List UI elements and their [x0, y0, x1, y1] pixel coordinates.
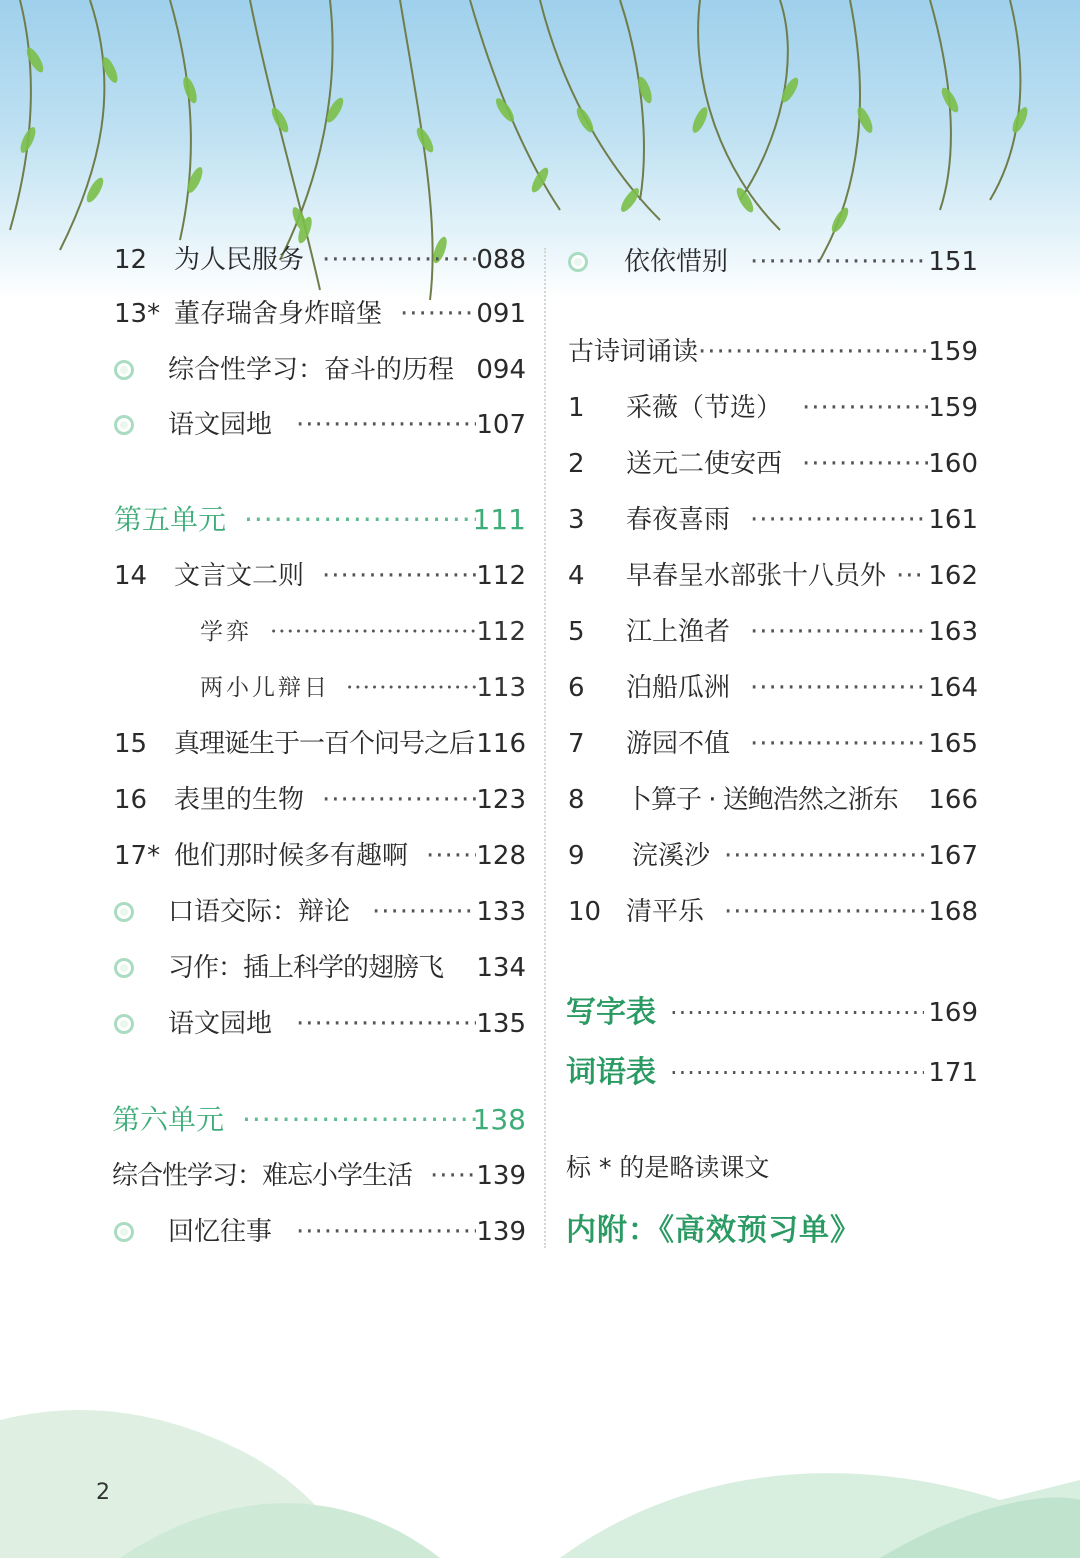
lesson-title: 口语交际：辩论: [168, 897, 351, 927]
leader-dots: [430, 1156, 476, 1196]
page-number: 162: [928, 561, 978, 591]
page-number: 139: [476, 1161, 526, 1191]
appendix-note[interactable]: 内附：《高效预习单》: [566, 1213, 861, 1248]
poem-entry[interactable]: [568, 668, 978, 708]
lesson-title: 学弈: [200, 619, 252, 645]
lesson-number: 12: [114, 245, 148, 275]
lesson-title: 董存瑞舍身炸暗堡: [174, 299, 383, 329]
leader-dots: [670, 990, 924, 1036]
toc-major-entry[interactable]: [566, 1050, 978, 1096]
leader-dots: [322, 556, 476, 596]
page-number: 168: [928, 897, 978, 927]
lesson-number: 14: [114, 561, 148, 591]
page-number: 159: [928, 337, 978, 367]
poem-number: 3: [568, 505, 585, 535]
page-number: 135: [476, 1009, 526, 1039]
toc-subentry[interactable]: [114, 668, 526, 708]
toc-entry[interactable]: [568, 242, 978, 282]
poem-title: 泊船瓜洲: [626, 673, 731, 703]
leader-dots: [670, 1050, 924, 1096]
leader-dots: [244, 500, 476, 540]
leader-dots: [400, 294, 476, 334]
poem-title: 早春呈水部张十八员外: [626, 561, 887, 591]
poem-entry[interactable]: [568, 836, 978, 876]
lesson-title: 表里的生物: [174, 785, 305, 815]
page-number: 088: [476, 245, 526, 275]
leader-dots: [802, 444, 928, 484]
lesson-title: 依依惜别: [624, 247, 729, 277]
page-number: 159: [928, 393, 978, 423]
page-number: 113: [476, 673, 526, 703]
lesson-title: 综合性学习：奋斗的历程: [168, 355, 455, 385]
poem-entry[interactable]: [568, 724, 978, 764]
page-number: 094: [476, 355, 526, 385]
leader-dots: [296, 1212, 476, 1252]
leader-dots: [698, 332, 928, 372]
page-number-footer: 2: [96, 1480, 110, 1505]
lesson-number: 13*: [114, 299, 161, 329]
bullet-circle-icon: [114, 415, 134, 435]
green-hills-illustration: [0, 1380, 1080, 1558]
section-heading[interactable]: [568, 332, 978, 372]
leader-dots: [750, 612, 928, 652]
poem-entry[interactable]: [568, 500, 978, 540]
page-number: 161: [928, 505, 978, 535]
poem-title: 游园不值: [626, 729, 731, 759]
toc-entry[interactable]: [112, 1156, 526, 1196]
page-number: 165: [928, 729, 978, 759]
bullet-circle-icon: [568, 252, 588, 272]
page-number: 111: [472, 503, 526, 536]
poem-entry[interactable]: [568, 444, 978, 484]
unit-heading[interactable]: [112, 1100, 526, 1140]
leader-dots: [724, 892, 928, 932]
leader-dots: [802, 388, 928, 428]
bullet-circle-icon: [114, 360, 134, 380]
unit-title: 第五单元: [114, 503, 227, 536]
page-number: 112: [476, 617, 526, 647]
poem-number: 1: [568, 393, 585, 423]
page-number: 166: [928, 785, 978, 815]
leader-dots: [322, 780, 476, 820]
lesson-title: 文言文二则: [174, 561, 305, 591]
toc-entry[interactable]: [114, 405, 526, 445]
page-number: 151: [928, 247, 978, 277]
page-number: 163: [928, 617, 978, 647]
toc-entry[interactable]: [114, 1212, 526, 1252]
poem-number: 8: [568, 785, 585, 815]
page-number: 123: [476, 785, 526, 815]
page-number: 167: [928, 841, 978, 871]
toc-entry[interactable]: [114, 892, 526, 932]
toc-entry[interactable]: [114, 240, 526, 280]
poem-number: 6: [568, 673, 585, 703]
toc-entry[interactable]: [114, 350, 526, 390]
leader-dots: [242, 1100, 476, 1140]
bullet-circle-icon: [114, 1222, 134, 1242]
poem-number: 9: [568, 841, 585, 871]
leader-dots: [322, 240, 476, 280]
page-number: 128: [476, 841, 526, 871]
leader-dots: [346, 668, 476, 708]
bullet-circle-icon: [114, 958, 134, 978]
page-number: 107: [476, 410, 526, 440]
page-number: 139: [476, 1217, 526, 1247]
poem-title: 春夜喜雨: [626, 505, 731, 535]
lesson-title: 为人民服务: [174, 245, 305, 275]
toc-entry[interactable]: [114, 948, 526, 988]
leader-dots: [296, 1004, 476, 1044]
poem-number: 4: [568, 561, 585, 591]
page-number: 112: [476, 561, 526, 591]
lesson-number: 15: [114, 729, 148, 759]
leader-dots: [296, 405, 476, 445]
toc-entry[interactable]: [114, 1004, 526, 1044]
poem-entry[interactable]: [568, 556, 978, 596]
poem-entry[interactable]: [568, 612, 978, 652]
lesson-number: 17*: [114, 841, 161, 871]
toc-subentry[interactable]: [114, 612, 526, 652]
page-number: 138: [472, 1103, 526, 1136]
section-title: 写字表: [566, 995, 656, 1030]
leader-dots: [426, 836, 476, 876]
lesson-number: 16: [114, 785, 148, 815]
lesson-title: 语文园地: [168, 410, 273, 440]
lesson-title: 习作：插上科学的翅膀飞: [168, 953, 444, 983]
page-number: 133: [476, 897, 526, 927]
lesson-title: 语文园地: [168, 1009, 273, 1039]
footnote: 标 * 的是略读课文: [566, 1153, 770, 1182]
leader-dots: [896, 556, 922, 596]
bullet-circle-icon: [114, 1014, 134, 1034]
poem-number: 7: [568, 729, 585, 759]
leader-dots: [750, 668, 928, 708]
poem-number: 5: [568, 617, 585, 647]
page-number: 091: [476, 299, 526, 329]
poem-title: 浣溪沙: [632, 841, 711, 871]
page-number: 164: [928, 673, 978, 703]
poem-title: 江上渔者: [626, 617, 731, 647]
page-number: 116: [476, 729, 526, 759]
poem-entry[interactable]: [568, 780, 978, 820]
leader-dots: [372, 892, 476, 932]
poem-title: 采薇（节选）: [626, 393, 783, 423]
leader-dots: [270, 612, 476, 652]
toc-entry[interactable]: [114, 780, 526, 820]
leader-dots: [750, 724, 928, 764]
lesson-title: 综合性学习：难忘小学生活: [112, 1161, 413, 1191]
leader-dots: [750, 500, 928, 540]
toc-entry[interactable]: [114, 836, 526, 876]
toc-entry[interactable]: [114, 556, 526, 596]
toc-major-entry[interactable]: [566, 990, 978, 1036]
poem-entry[interactable]: [568, 892, 978, 932]
unit-heading[interactable]: [114, 500, 526, 540]
poem-number: 10: [568, 897, 602, 927]
poem-title: 卜算子 · 送鲍浩然之浙东: [626, 785, 898, 815]
page-number: 171: [928, 1058, 978, 1088]
lesson-title: 回忆往事: [168, 1217, 273, 1247]
poem-entry[interactable]: [568, 388, 978, 428]
toc-entry[interactable]: [114, 294, 526, 334]
leader-dots: [724, 836, 928, 876]
unit-title: 第六单元: [112, 1103, 225, 1136]
page-number: 160: [928, 449, 978, 479]
leader-dots: [750, 242, 928, 282]
lesson-title: 真理诞生于一百个问号之后: [174, 729, 475, 759]
lesson-title: 两小儿辩日: [200, 675, 330, 701]
poem-title: 清平乐: [626, 897, 705, 927]
poem-title: 送元二使安西: [626, 449, 783, 479]
toc-entry[interactable]: [114, 724, 526, 764]
lesson-title: 他们那时候多有趣啊: [174, 841, 409, 871]
bullet-circle-icon: [114, 902, 134, 922]
page-number: 169: [928, 998, 978, 1028]
page-number: 134: [476, 953, 526, 983]
section-title: 古诗词诵读: [568, 337, 699, 367]
column-divider: [544, 248, 546, 1248]
poem-number: 2: [568, 449, 585, 479]
section-title: 词语表: [566, 1055, 656, 1090]
